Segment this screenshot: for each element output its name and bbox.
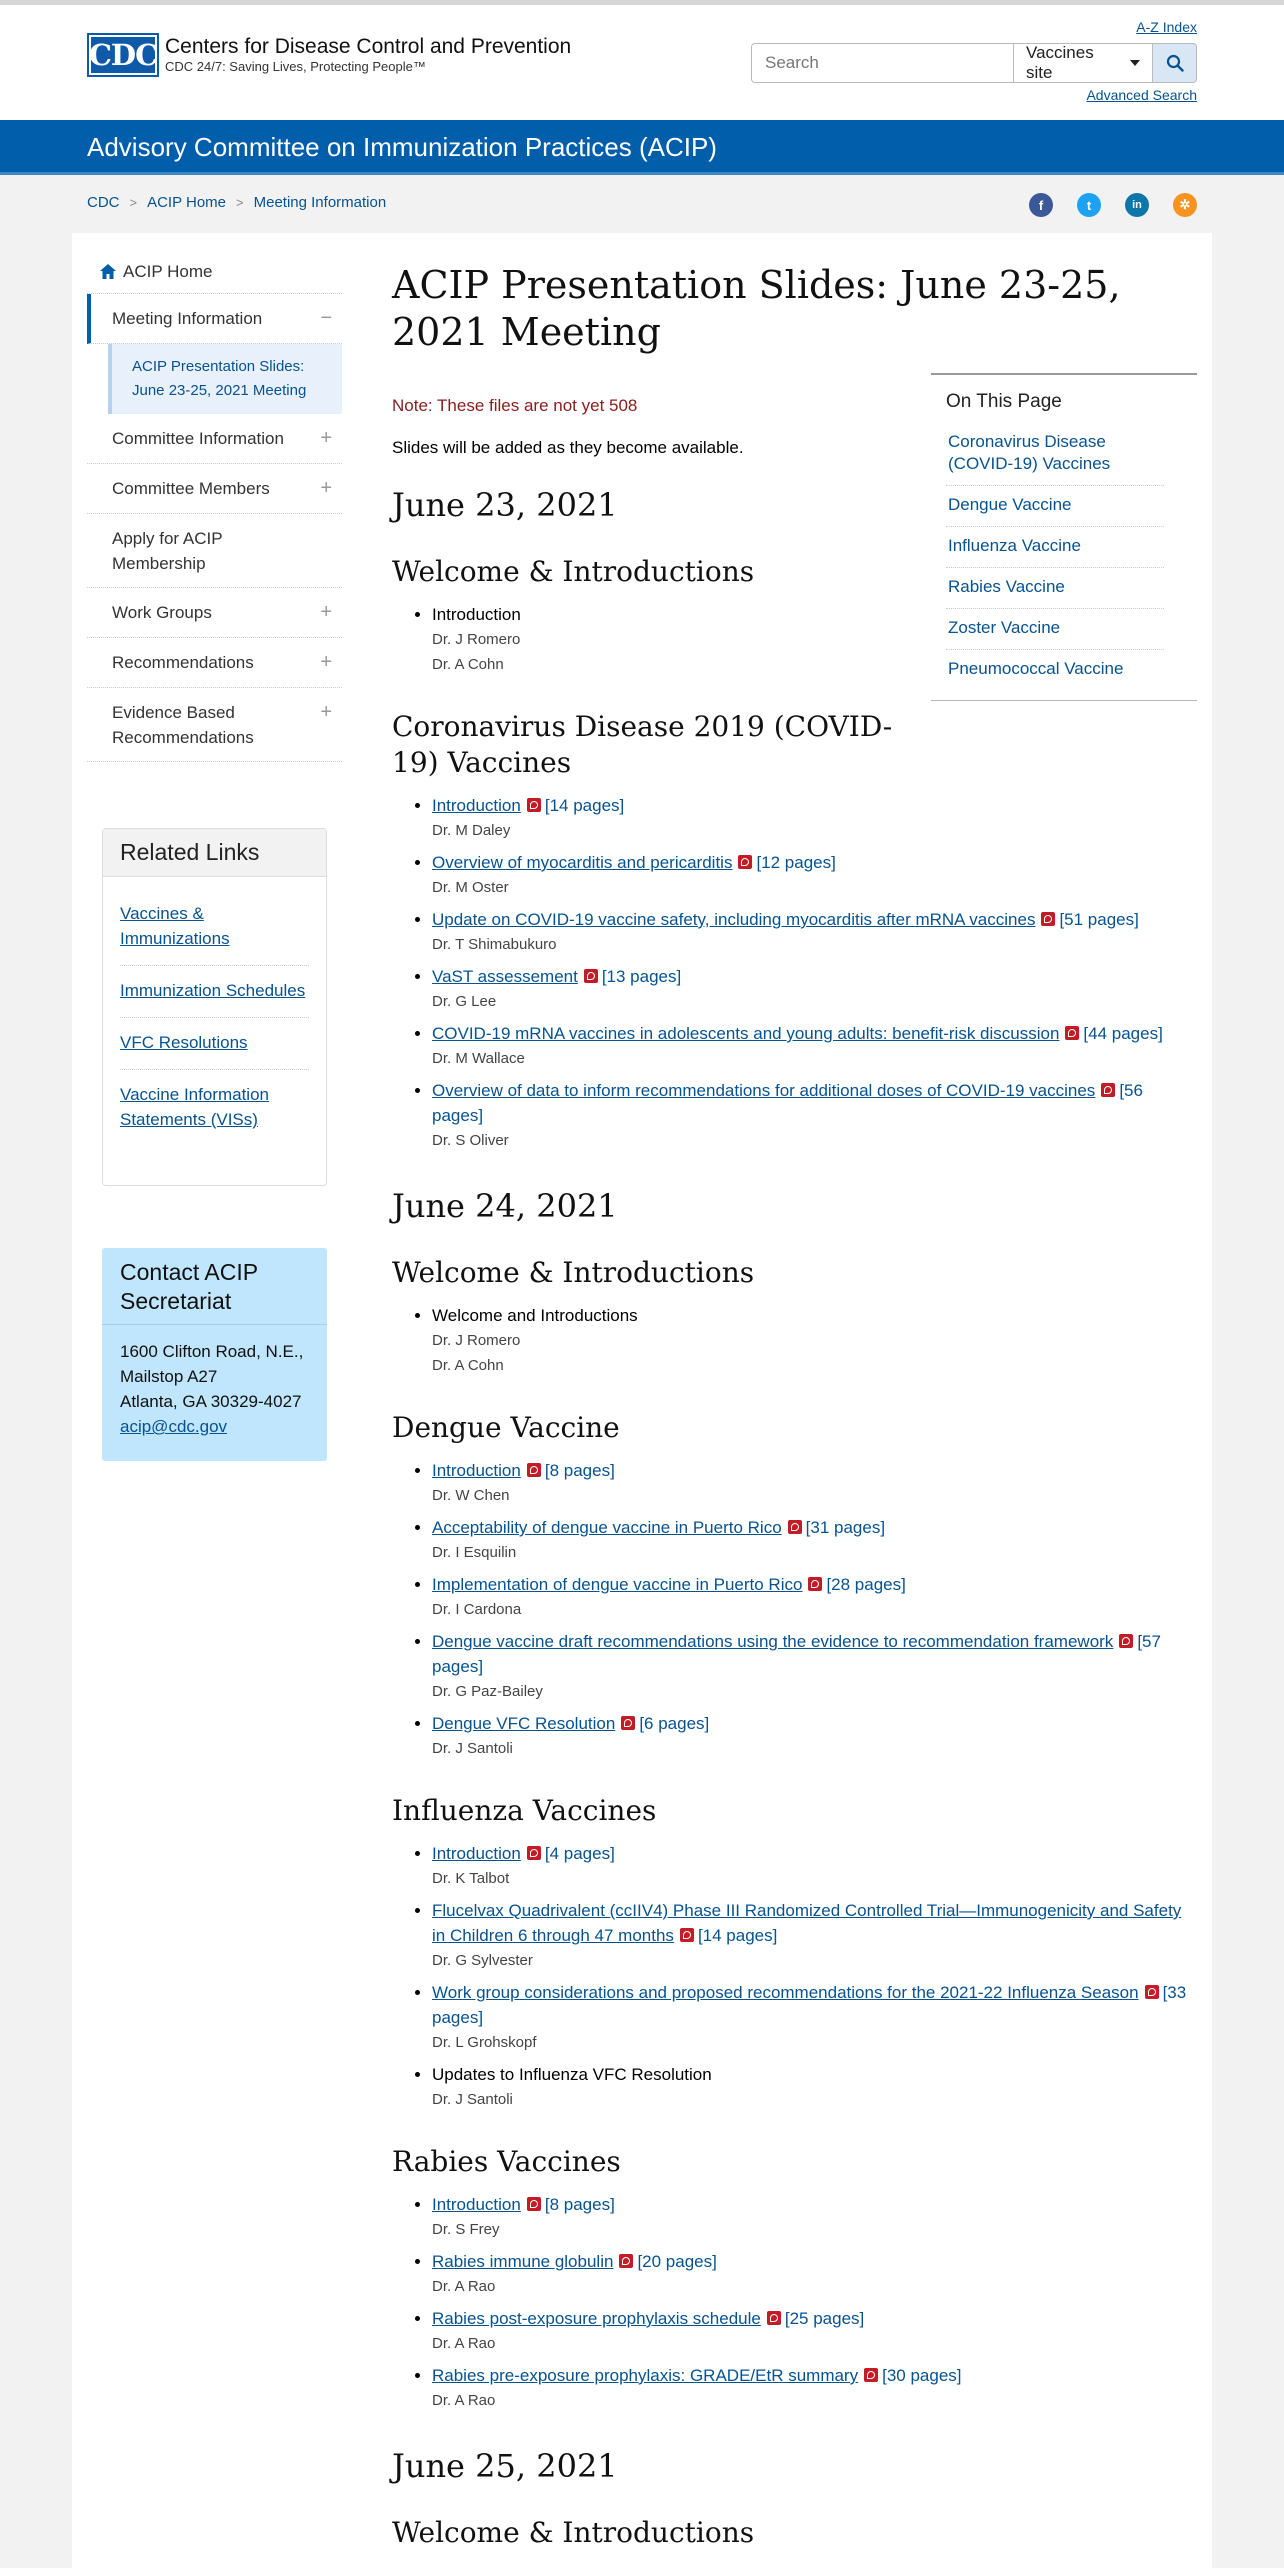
page-count: [13 pages] [601,967,682,986]
nav-home-label: ACIP Home [123,261,213,281]
presentation-title: Introduction [432,605,521,624]
expand-icon[interactable]: + [320,651,332,673]
breadcrumb-separator: > [129,195,138,210]
search-icon [1166,54,1184,72]
pdf-icon [788,1520,802,1534]
presentation-list [392,1458,1197,1761]
home-icon [99,263,117,280]
list-item [432,1303,1197,1378]
speaker-name: Dr. T Shimabukuro [432,936,557,953]
nav-item-label: Committee Members [112,478,270,498]
breadcrumb [87,194,386,211]
presentation-link[interactable]: Implementation of dengue vaccine in Puerto Rico [432,1575,803,1594]
expand-icon[interactable]: + [320,427,332,449]
pdf-icon [1119,1634,1133,1648]
speaker-name: Dr. S Frey [432,2221,500,2238]
breadcrumb-meeting-information[interactable]: Meeting Information [253,194,387,211]
on-this-page-title: On This Page [946,391,1062,412]
otp-link[interactable]: Influenza Vaccine [946,527,1164,568]
contact-title: Contact ACIP Secretariat [102,1248,327,1325]
related-links-card [102,828,327,1186]
list-item [432,2249,1197,2299]
list-item [432,1515,1197,1565]
page-count: [31 pages] [805,1518,886,1537]
page-count: [30 pages] [882,2366,962,2385]
speaker-name: Dr. M Wallace [432,1050,525,1067]
presentation-link[interactable]: Overview of data to inform recommendations for additional doses of COVID-19 vaccines [432,1081,1096,1100]
nav-recommendations[interactable] [87,638,342,688]
page-count: [56 pages] [432,1081,1143,1125]
site-banner [0,120,1284,175]
presentation-list [392,1841,1197,2112]
page-count: [4 pages] [544,1844,615,1863]
page-count: [25 pages] [784,2309,865,2328]
page-count: [20 pages] [637,2252,717,2271]
banner-title[interactable]: Advisory Committee on Immunization Practices (ACIP) [87,132,717,162]
presentation-link[interactable]: Introduction [432,1844,521,1863]
presentation-list [392,793,1197,1153]
pdf-icon [527,2197,541,2211]
list-item [432,1711,1197,1761]
az-index-link[interactable]: A-Z Index [1136,19,1197,35]
nav-item-label: Recommendations [112,652,254,672]
day-heading: June 25, 2021 [392,2447,618,2485]
pdf-icon [864,2368,878,2382]
list-item [432,850,1197,900]
list-item [120,1018,309,1070]
related-links-title: Related Links [103,829,326,877]
list-item [432,2363,1197,2413]
contact-body [102,1325,327,1453]
list-item [432,1841,1197,1891]
speaker-name: Dr. S Oliver [432,1132,509,1149]
page-title: ACIP Presentation Slides: June 23-25, 2021 Meeting [392,263,1121,354]
page-count: [14 pages] [544,796,625,815]
speaker-name: Dr. M Oster [432,879,509,896]
presentation-link[interactable]: Work group considerations and proposed recommendations for the 2021-22 Influenza Season [432,1983,1139,2002]
pdf-icon [1145,1985,1159,1999]
page-count: [33 pages] [432,1983,1187,2027]
related-link[interactable]: Vaccine Information Statements (VISs) [120,1085,269,1129]
presentation-link[interactable]: Dengue VFC Resolution [432,1714,616,1733]
nav-item-label: Apply for ACIP Membership [112,529,223,573]
address-line: Atlanta, GA 30329-4027 [120,1392,302,1411]
nav-apply-membership[interactable] [87,514,342,588]
expand-icon[interactable]: + [320,701,332,723]
page-count: [51 pages] [1059,910,1139,929]
left-navigation [87,250,342,762]
page-count: [44 pages] [1083,1024,1163,1043]
cdc-logo[interactable] [87,33,571,77]
section-heading: Welcome & Introductions [392,1256,755,1289]
breadcrumb-acip-home[interactable]: ACIP Home [147,194,227,211]
section-heading: Influenza Vaccines [392,1794,657,1827]
twitter-icon[interactable]: t [1077,193,1101,217]
section-heading: Welcome & Introductions [392,555,755,588]
presentation-link[interactable]: Rabies post-exposure prophylaxis schedule [432,2309,761,2328]
pdf-icon [680,1928,694,1942]
cdc-logo-mark: CDC [87,33,159,77]
presentation-link[interactable]: Overview of myocarditis and pericarditis [432,853,733,872]
list-item [432,1572,1197,1622]
nav-committee-information[interactable] [87,414,342,464]
speaker-name: Dr. M Daley [432,822,511,839]
speaker-name: Dr. A Rao [432,2335,496,2352]
page-count: [8 pages] [544,1461,615,1480]
pdf-icon [1101,1083,1115,1097]
pdf-icon [527,798,541,812]
syndicate-icon[interactable]: ✲ [1173,193,1197,217]
site-select-value: Vaccines site [1026,43,1094,82]
presentation-link[interactable]: VaST assessement [432,967,578,986]
presentation-link[interactable]: Introduction [432,2195,521,2214]
otp-link[interactable]: Dengue Vaccine [946,486,1164,527]
main-content [392,262,1197,2551]
otp-link[interactable]: Zoster Vaccine [946,609,1164,650]
page-count: [57 pages] [432,1632,1161,1676]
page-count: [6 pages] [639,1714,710,1733]
day-heading: June 23, 2021 [392,486,618,524]
nav-work-groups[interactable] [87,588,342,638]
nav-committee-members[interactable] [87,464,342,514]
speaker-name: Dr. G Sylvester [432,1952,533,1969]
note-508: Note: These files are not yet 508 [392,396,638,415]
speaker-name: Dr. J Romero [432,631,521,648]
speaker-name: Dr. I Cardona [432,1601,522,1618]
list-item [120,1070,309,1146]
page-count: [12 pages] [756,853,836,872]
speaker-name: Dr. I Esquilin [432,1544,517,1561]
logo-text [165,35,571,75]
nav-item-label: Work Groups [112,602,212,622]
list-item [432,2306,1197,2356]
speaker-name: Dr. J Santoli [432,2091,513,2108]
speaker-name: Dr. J Romero [432,1332,521,1349]
speaker-name: Dr. A Rao [432,2392,496,2409]
otp-link[interactable]: Rabies Vaccine [946,568,1164,609]
presentation-title: Updates to Influenza VFC Resolution [432,2065,712,2084]
search-button[interactable] [1153,43,1197,83]
collapse-icon[interactable]: − [320,307,332,329]
breadcrumb-cdc[interactable]: CDC [87,194,120,211]
list-item [432,602,1197,677]
page-count: [28 pages] [826,1575,906,1594]
list-item [432,964,1197,1014]
otp-link[interactable]: Pneumococcal Vaccine [948,659,1124,678]
otp-link[interactable]: Coronavirus Disease (COVID-19) Vaccines [946,423,1164,486]
page-count: [14 pages] [697,1926,778,1945]
speaker-name: Dr. G Lee [432,993,497,1010]
speaker-name: Dr. A Cohn [432,1357,504,1374]
presentation-title: Welcome and Introductions [432,1306,638,1325]
list-item [432,1629,1197,1704]
speaker-name: Dr. G Paz-Bailey [432,1683,543,1700]
presentation-link[interactable]: Introduction [432,1461,521,1480]
nav-acip-home[interactable] [87,250,342,294]
presentation-link[interactable]: Rabies pre-exposure prophylaxis: GRADE/EtR summary [432,2366,859,2385]
list-item [432,793,1197,843]
contact-email-link[interactable]: acip@cdc.gov [120,1417,228,1436]
pdf-icon [808,1577,822,1591]
speaker-name: Dr. L Grohskopf [432,2034,537,2051]
presentation-link[interactable]: Rabies immune globulin [432,2252,614,2271]
address-line: 1600 Clifton Road, N.E., [120,1342,304,1361]
tagline: CDC 24/7: Saving Lives, Protecting People™ [165,59,426,74]
address-line: Mailstop A27 [120,1367,218,1386]
pdf-icon [527,1846,541,1860]
list-item [432,1021,1197,1071]
expand-icon[interactable]: + [320,601,332,623]
pdf-icon [527,1463,541,1477]
search-input[interactable] [751,43,1013,83]
pdf-icon [738,855,752,869]
availability-text: Slides will be added as they become available. [392,438,744,457]
pdf-icon [1041,912,1055,926]
speaker-name: Dr. J Santoli [432,1740,513,1757]
nav-evidence-based-recommendations[interactable] [87,688,342,762]
list-item [432,1078,1197,1153]
speaker-name: Dr. A Rao [432,2278,496,2295]
list-item [432,2192,1197,2242]
presentation-link[interactable]: Acceptability of dengue vaccine in Puerto Rico [432,1518,782,1537]
site-header [0,5,1284,120]
related-link[interactable]: Immunization Schedules [120,981,306,1000]
presentation-list [392,1303,1197,1378]
breadcrumb-separator: > [236,195,244,210]
search-bar [751,43,1197,83]
section-heading: Rabies Vaccines [392,2145,621,2178]
nav-item-label: Committee Information [112,428,284,448]
presentation-link[interactable]: Update on COVID-19 vaccine safety, including myocarditis after mRNA vaccines [432,910,1036,929]
presentation-list [392,602,1197,677]
list-item [120,966,309,1018]
meeting-days [392,486,1197,2551]
day-heading: June 24, 2021 [392,1187,618,1225]
list-item [432,907,1197,957]
pdf-icon [1065,1026,1079,1040]
section-heading: Dengue Vaccine [392,1411,620,1444]
speaker-name: Dr. A Cohn [432,656,504,673]
presentation-link[interactable]: COVID-19 mRNA vaccines in adolescents and young adults: benefit-risk discussion [432,1024,1060,1043]
related-link[interactable]: VFC Resolutions [120,1033,248,1052]
page-count: [8 pages] [544,2195,615,2214]
section-heading: Welcome & Introductions [392,2516,755,2549]
pdf-icon [584,969,598,983]
nav-sub-acip-slides[interactable]: ACIP Presentation Slides: June 23-25, 2021 Meeting [108,344,342,414]
list-item [432,2062,1197,2112]
list-item [120,889,309,966]
social-links [1029,193,1197,217]
expand-icon[interactable]: + [320,477,332,499]
org-name: Centers for Disease Control and Prevention [165,35,572,58]
linkedin-icon[interactable]: in [1125,193,1149,217]
presentation-link[interactable]: Flucelvax Quadrivalent (ccIIV4) Phase III Randomized Controlled Trial—Immunogenicity and Safety in Children 6 through 47 months [432,1901,1182,1945]
nav-meeting-information[interactable] [87,294,342,344]
related-link[interactable]: Vaccines & Immunizations [120,904,230,948]
presentation-list [392,2192,1197,2413]
pdf-icon [619,2254,633,2268]
site-select-dropdown[interactable] [1013,43,1153,83]
contact-card [102,1248,327,1461]
presentation-link[interactable]: Dengue vaccine draft recommendations using the evidence to recommendation framework [432,1632,1114,1651]
pdf-icon [621,1716,635,1730]
presentation-link[interactable]: Introduction [432,796,521,815]
advanced-search-link[interactable]: Advanced Search [1086,87,1197,103]
pdf-icon [767,2311,781,2325]
list-item [432,1980,1197,2055]
section-heading: Coronavirus Disease 2019 (COVID-19) Vaccines [392,710,893,779]
list-item [432,1458,1197,1508]
speaker-name: Dr. W Chen [432,1487,510,1504]
speaker-name: Dr. K Talbot [432,1870,510,1887]
caret-down-icon [1130,60,1140,66]
nav-item-label: Meeting Information [112,308,263,328]
nav-item-label: Evidence Based Recommendations [112,703,254,747]
facebook-icon[interactable]: f [1029,193,1053,217]
list-item [432,1898,1197,1973]
